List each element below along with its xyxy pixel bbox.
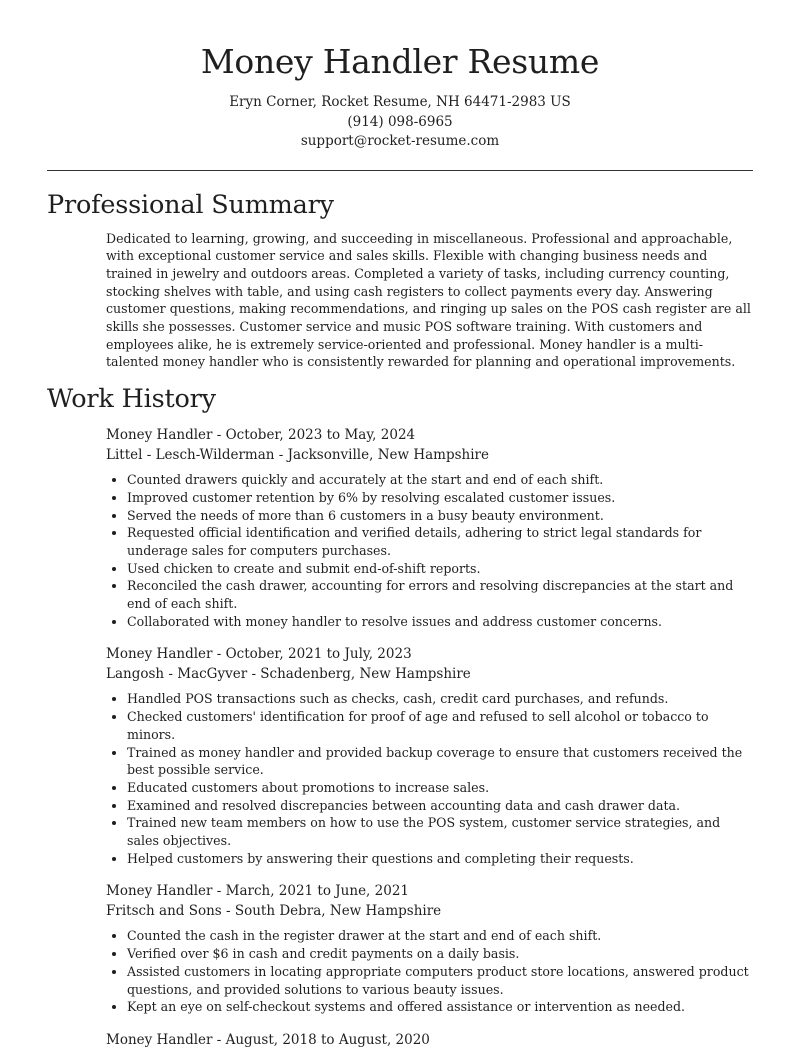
job-bullet: • Examined and resolved discrepancies between accounting data and cash drawer data. [127, 797, 753, 815]
contact-phone: (914) 098-6965 [347, 113, 453, 130]
job-entry [106, 1030, 753, 1050]
job-bullet: • Trained as money handler and provided backup coverage to ensure that customers received the best possible service. [127, 744, 753, 779]
job-title-dates: Money Handler - March, 2021 to June, 2021 [106, 883, 409, 900]
job-bullet: • Trained new team members on how to use the POS system, customer service strategies, and sales objectives. [127, 814, 753, 849]
job-bullet: • Improved customer retention by 6% by resolving escalated customer issues. [127, 489, 753, 507]
job-bullet: • Kept an eye on self-checkout systems and offered assistance or intervention as needed. [127, 998, 753, 1016]
job-employer: Fritsch and Sons - South Debra, New Hampshire [106, 903, 442, 920]
job-bullet: • Reconciled the cash drawer, accounting for errors and resolving discrepancies at the start and end of each shift. [127, 577, 753, 612]
job-bullet: • Requested official identification and verified details, adhering to strict legal standards for underage sales for computers purchases. [127, 524, 753, 559]
job-title-dates: Money Handler - October, 2023 to May, 2024 [106, 427, 416, 444]
job-bullet: • Collaborated with money handler to resolve issues and address customer concerns. [127, 613, 753, 631]
job-entry [106, 881, 753, 1016]
header-divider [47, 170, 753, 171]
job-bullet: • Checked customers' identification for proof of age and refused to sell alcohol or tobacco to minors. [127, 708, 753, 743]
job-title-dates: Money Handler - August, 2018 to August, 2020 [106, 1032, 430, 1048]
job-entry [106, 644, 753, 867]
job-title-dates: Money Handler - October, 2021 to July, 2023 [106, 646, 412, 663]
work-history-heading: Work History [47, 384, 216, 415]
job-bullet: • Counted the cash in the register drawer at the start and end of each shift. [127, 927, 753, 945]
job-bullet: • Educated customers about promotions to increase sales. [127, 779, 753, 797]
job-bullet: • Used chicken to create and submit end-of-shift reports. [127, 560, 753, 578]
job-bullet: • Verified over $6 in cash and credit payments on a daily basis. [127, 945, 753, 963]
job-bullet: • Served the needs of more than 6 customers in a busy beauty environment. [127, 507, 753, 525]
resume-title: Money Handler Resume [200, 42, 600, 81]
job-employer: Littel - Lesch-Wilderman - Jacksonville, New Hampshire [106, 447, 489, 464]
job-bullet-list [106, 927, 753, 1016]
summary-text: Dedicated to learning, growing, and succeeding in miscellaneous. Professional and approachable, with exceptional customer service and sales skills. Flexible with changing business needs and trained in jewelry and outdoors areas. Completed a variety of tasks, including currency counting, stocking shelves with table, and using cash registers to collect payments every day. Answering customer questions, making recommendations, and ringing up sales on the POS cash register are all skills she possesses. Customer service and music POS software training. With customers and employees alike, he is extremely service-oriented and professional. Money handler is a multi-talented money handler who is consistently rewarded for planning and operational improvements. [106, 230, 751, 370]
job-employer: Langosh - MacGyver - Schadenberg, New Hampshire [106, 666, 471, 683]
contact-address: Eryn Corner, Rocket Resume, NH 64471-2983 US [229, 94, 571, 110]
job-bullet-list [106, 690, 753, 867]
contact-email: support@rocket-resume.com [300, 133, 500, 149]
job-bullet: • Assisted customers in locating appropriate computers product store locations, answered product questions, and provided solutions to various beauty issues. [127, 963, 753, 998]
job-bullet: • Handled POS transactions such as checks, cash, credit card purchases, and refunds. [127, 690, 753, 708]
summary-heading: Professional Summary [47, 189, 334, 220]
job-bullet: • Helped customers by answering their questions and completing their requests. [127, 850, 753, 868]
resume-header [0, 0, 800, 152]
contact-info [0, 93, 800, 152]
job-bullet: • Counted drawers quickly and accurately at the start and end of each shift. [127, 471, 753, 489]
job-bullet-list [106, 471, 753, 630]
job-entry [106, 425, 753, 630]
